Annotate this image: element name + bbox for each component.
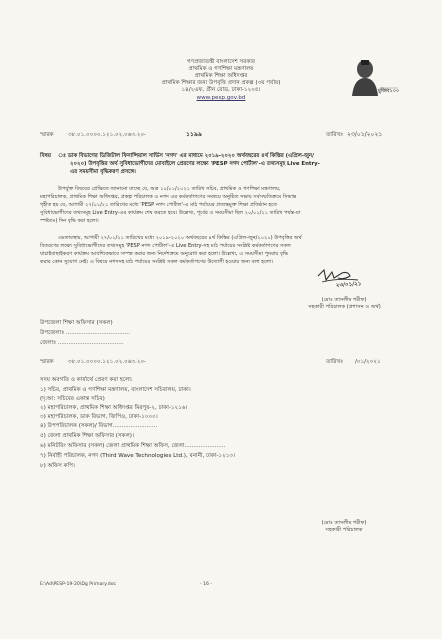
para1-line-2: মহাপরিচালক, প্রাথমিক শিক্ষা অধিদপ্তর, প্রকল্প পরিচালক ও নগদ এর কর্মকর্তাগণের সমন্বয়ে অনুষ্ঠিত সভায় সর্বসম্মতিক্রমে সিদ্ধান্ত <box>40 194 297 200</box>
subject-line-2: ২০২০) উপবৃত্তির অর্থ সুবিধাভোগীদের মোবাইলে প্রেরণের লক্ষ্যে 'PESP নগদ পোর্টাল'-এ তথ্যসমূহ Live Entry- <box>70 161 320 167</box>
gov-title: গণপ্রজাতন্ত্রী বাংলাদেশ সরকার <box>187 59 255 65</box>
subject-line-1: ঃ ডাক বিভাগের ডিজিটাল ফিনান্সিয়াল সার্ভিস 'নগদ' এর মাধ্যমে ২০১৯-২০২০ অর্থবছরের ৪র্থ কিস্তির (এপ্রিল-জুন/ <box>58 153 314 159</box>
mujib100-logo <box>348 56 400 102</box>
cc-item-8: ৮) অফিস কপি। <box>40 463 75 469</box>
para2-line-3: যাচাইবাছাইকরণ কার্যক্রম আবশ্যিকভাবে সম্পন্ন করার জন্য নির্দেশক্রমে অনুরোধ করা হলো। উল্লেখ্য, এ সময়সীমা পুনরায় বৃদ্ধি <box>40 251 289 257</box>
memo-date-label: তারিখঃ <box>326 132 344 138</box>
signatory-title: সহকারী পরিচালক (প্রশাসন ও অর্থ) <box>308 304 381 310</box>
ministry-name: প্রাথমিক ও গণশিক্ষা মন্ত্রণালয় <box>188 66 254 72</box>
handwritten-signature <box>314 268 374 294</box>
cc-heading: সদয় অবগতি ও কার্যার্থে প্রেরণ করা হলো: <box>40 377 133 383</box>
memo-number: ৩৮.০১.০০০০.১২১.০২.০৬৩.২০- <box>68 132 147 138</box>
cc-item-1-note: (দৃ:আ: সচিবের একান্ত সচিব) <box>40 396 105 402</box>
footer-file-path: E:\Ad\PESP-19-20\Dg Primary.doc <box>40 582 117 587</box>
signatory2-name: (মোঃ তাসলীম শরীফ) <box>321 520 367 526</box>
para1-line-1: উপর্যুক্ত বিষয়ের প্রেক্ষিতে জানানো যাচ্ছে যে, অত্র ১০/০১/২০২১ তারিখ সচিব, প্রাথমিক ও গণশিক্ষা মন্ত্রণালয়, <box>58 186 281 192</box>
para1-line-5: স্পষ্টতঃ) দিন বৃদ্ধি করা হলো। <box>40 218 99 224</box>
subject-label: বিষয় <box>40 153 52 159</box>
logo-caption: মুজিব১০০ <box>378 88 400 94</box>
cc-item-6: ৬) মনিটরিং অফিসার (সকল) জেলা প্রাথমিক শিক্ষা অফিস, জেলা....................... <box>40 443 226 449</box>
para1-line-4: সুবিধাভোগীদের তথ্যসমূহ Live Entry-এর কার্যক্রম শেষ করতে হবে। উল্লেখ্য, পূর্বের ও সময়সীমা ছিল ২০/০১/২১ তারিখ পর্যন্ত-যা <box>40 210 301 216</box>
cc-item-2: ২) মহাপরিচালক, প্রাথমিক শিক্ষা অধিদপ্তর মিরপুর-২, ঢাকা-১২১৬। <box>40 405 188 411</box>
project-name: প্রাথমিক শিক্ষার জন্য উপবৃত্তি প্রদান প্রকল্প (৩য় পর্যায়) <box>161 80 281 86</box>
recipient-line-1: উপজেলা শিক্ষা অফিসার (সকল) <box>40 320 113 326</box>
memo-date-value: ২৩/০১/২০২১ <box>347 131 383 138</box>
memo2-prefix: স্মারক <box>40 359 54 365</box>
subject-line-3: এর সময়সীমা বৃদ্ধিকরণ প্রসঙ্গে। <box>70 169 136 175</box>
para2-line-4: করার কোন সুযোগ নেই। এ বিষয়ে নগদসহ মাঠ পর্যায়ের সংশ্লিষ্ট সকল কর্মকর্তাগণের উদ্যোগী হওয়ার জন্য বলা হলো। <box>40 259 274 265</box>
signatory2-title: সহকারী পরিচালক <box>325 527 363 533</box>
para1-line-3: গৃহীত হয় যে, আগামী ২৭/০১/২১ তারিখের মধ্যে 'PESP নগদ পোর্টাল'-এ মাঠ পর্যায়ের প্রত্যন্তমুক্ত শিক্ষা প্রতিষ্ঠান হতে <box>40 202 278 208</box>
directorate-name: প্রাথমিক শিক্ষা অধিদপ্তর <box>194 73 248 79</box>
recipient-district: জেলাঃ ..................................... <box>40 340 124 346</box>
cc-item-4: ৪) উপপরিচালক (সকল)/ বিভাগ......................... <box>40 423 158 429</box>
memo-serial: ১১৯৯ <box>186 131 203 138</box>
address: ১৪/২এফ, গ্রীন রোড, ঢাকা-১২০৫। <box>181 87 261 93</box>
para2-line-1: এমতাবস্থায়, আগামী ২৭/০১/২১ তারিখের মধ্যে ২০১৯-২০২০ অর্থবছরের ৪র্থ কিস্তির (এপ্রিল-জুন/২০২০) উপবৃত্তির অর্থ <box>58 235 302 241</box>
cc-item-1: ১) সচিব, প্রাথমিক ও গণশিক্ষা মন্ত্রণালয়, বাংলাদেশ সচিবালয়, ঢাকা। <box>40 387 191 393</box>
cc-item-3: ৩) মহাপরিচালক, ডাক বিভাগ, জিপিও, ঢাকা-১০০০। <box>40 414 158 420</box>
para2-line-2: বিতরণের লক্ষ্যে সুবিধাভোগীদের তথ্যসমূহ 'PESP নগদ পোর্টাল'-এ Live Entry-সহ মাঠ পর্যায়ের সংশ্লিষ্ট কর্মকর্তাগণের সকল <box>40 243 291 249</box>
memo2-date-value: /০১/২০২১ <box>355 359 381 365</box>
footer-page-number: - 16 - <box>200 582 213 587</box>
website-link[interactable]: www.pesp.gov.bd <box>196 95 246 101</box>
signatory-name: (মোঃ তাসলীম শরীফ) <box>321 297 367 303</box>
memo2-number: ৩৮.০১.০০০০.১২১.০২.০৬৩.২০- <box>68 359 147 365</box>
cc-item-5: ৫) জেলা প্রাথমিক শিক্ষা অফিসার (সকল)। <box>40 433 134 439</box>
cc-item-7: ৭) নির্বাহী পরিচালক, নগদ (Third Wave Technologies Ltd.), বনানী, ঢাকা-১২১৩। <box>40 453 235 459</box>
handwritten-date: ২৩/০১/২১ <box>335 281 362 289</box>
recipient-upazila: উপজেলাঃ .................................... <box>40 330 130 336</box>
memo-prefix: স্মারক <box>40 132 54 138</box>
memo2-date-label: তারিখঃ <box>326 359 344 365</box>
